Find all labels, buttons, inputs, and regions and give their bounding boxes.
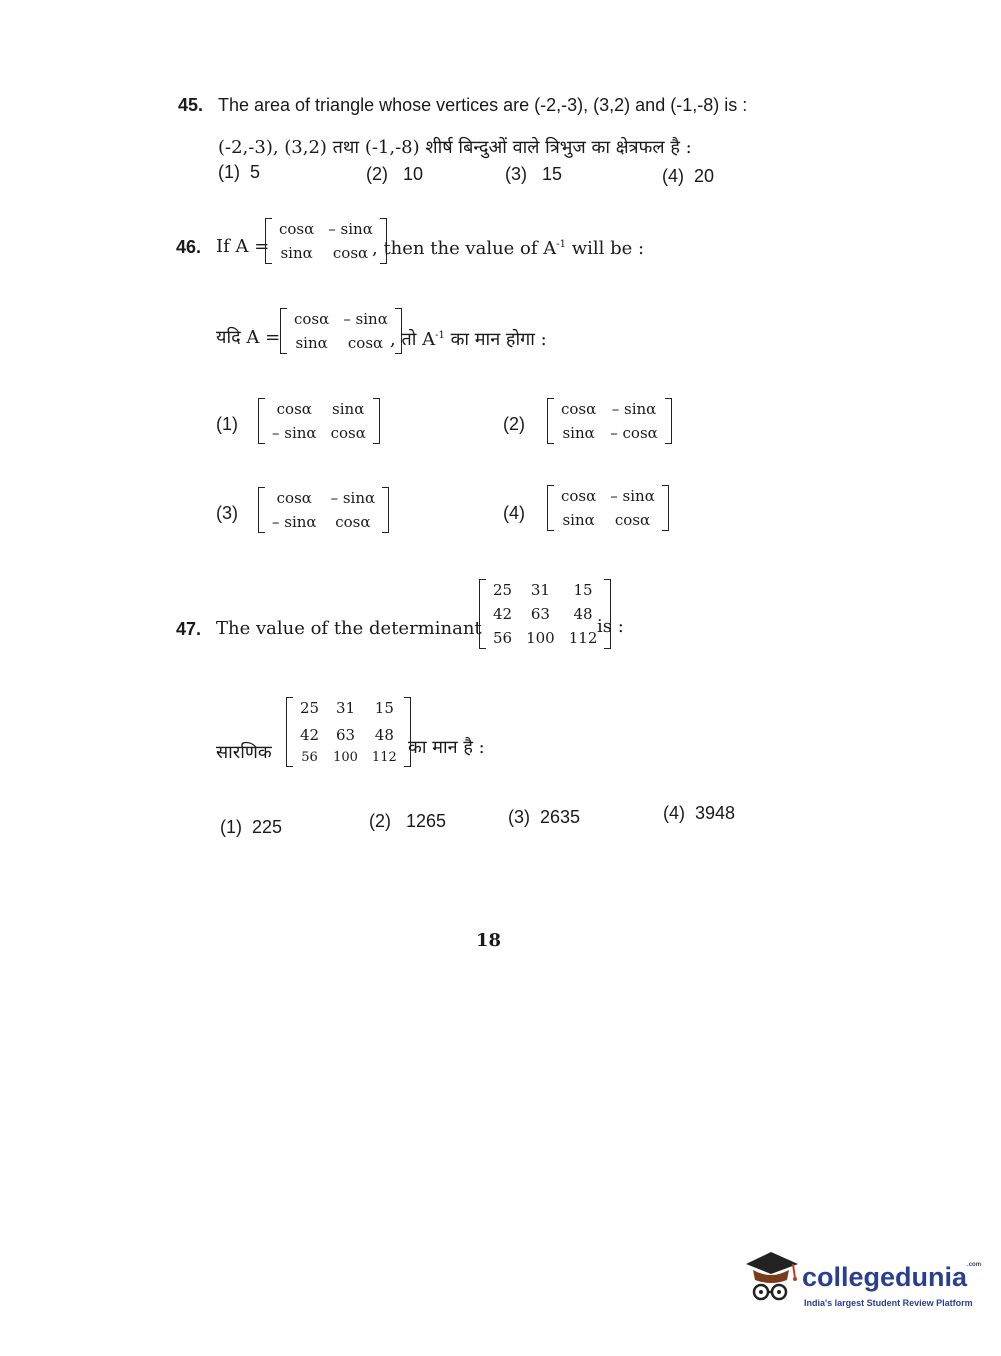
q47-text-hi: का मान है : [408, 737, 485, 758]
q45-option-4: (4) 20 [662, 166, 715, 186]
q45-number: 45. [178, 95, 204, 115]
q46-number: 46. [176, 237, 202, 257]
q47-is-label: is : [597, 616, 624, 637]
q46-option-4-num: (4) [503, 503, 525, 523]
q46-matrix-A: cosα – sinα sinα cosα [265, 218, 387, 264]
logo-tagline: India's largest Student Review Platform [804, 1298, 973, 1308]
page-number: 18 [476, 930, 502, 951]
q46-option-3-num: (3) [216, 503, 238, 523]
q46-option-1-num: (1) [216, 414, 238, 434]
q45-option-3: (3) 15 [505, 164, 563, 184]
q46-option-3-matrix: cosα – sinα – sinα cosα [258, 487, 389, 533]
q47-option-4: (4) 3948 [663, 803, 736, 823]
q46-option-4-matrix: cosα – sinα sinα cosα [547, 485, 669, 531]
q46-yadi-label: यदि A = [216, 327, 281, 348]
q47-matrix-hi: 25 31 15 42 63 48 56 100 112 [286, 697, 411, 767]
q45-text-en: The area of triangle whose vertices are (-2,-3), (3,2) and (-1,-8) is : [218, 95, 748, 115]
q47-option-3: (3) 2635 [508, 807, 581, 827]
q47-saranik-label: सारणिक [216, 742, 272, 763]
q47-option-2: (2) 1265 [369, 811, 447, 831]
q47-option-1: (1) 225 [220, 817, 283, 837]
q45-option-2: (2) 10 [366, 164, 424, 184]
q45-option-1: (1) 5 [218, 162, 261, 182]
q46-option-2-num: (2) [503, 414, 525, 434]
q46-matrix-A-hi: cosα – sinα sinα cosα [280, 308, 402, 354]
q47-text-en: The value of the determinant [216, 618, 482, 639]
q47-matrix: 25 31 15 42 63 48 56 100 112 [479, 579, 611, 649]
q46-option-2-matrix: cosα – sinα sinα – cosα [547, 398, 672, 444]
q46-option-1-matrix: cosα sinα – sinα cosα [258, 398, 380, 444]
q47-number: 47. [176, 619, 202, 639]
q46-text-en: , then the value of $A^{-1}$ will be : [372, 238, 645, 259]
logo-wordmark: collegedunia$^{.com}$ [802, 1262, 982, 1292]
q45-text-hi: (-2,-3), (3,2) तथा (-1,-8) शीर्ष बिन्दुओं वाले त्रिभुज का क्षेत्रफल है : [218, 137, 692, 158]
q46-text-hi: , तो $A^{-1}$ का मान होगा : [390, 329, 547, 350]
collegedunia-mascot-icon [741, 1250, 801, 1308]
q46-if-label: If A = [216, 236, 270, 257]
